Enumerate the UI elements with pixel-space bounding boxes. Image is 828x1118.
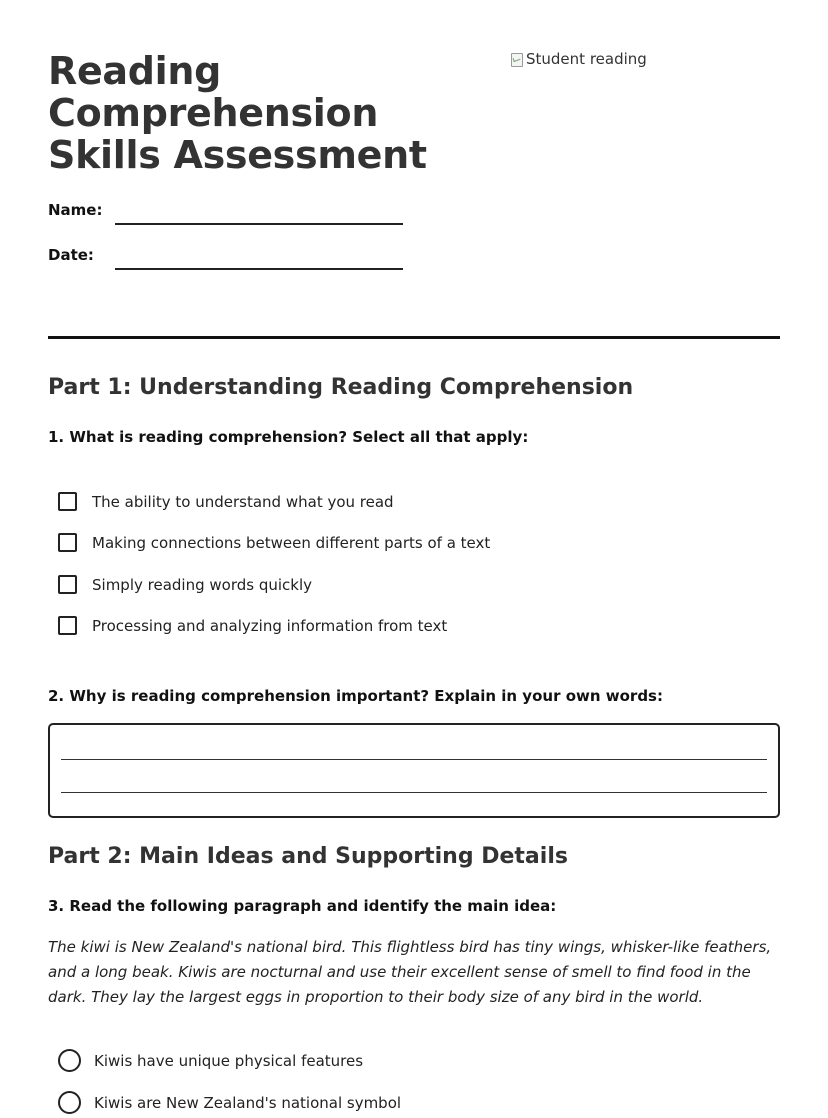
image-alt-text: Student reading (526, 50, 647, 68)
date-input-line[interactable] (115, 268, 403, 270)
date-field (48, 246, 403, 264)
q1-option[interactable] (58, 492, 394, 511)
answer-line (61, 759, 767, 760)
option-label: Processing and analyzing information from text (92, 616, 448, 635)
part2-heading: Part 2: Main Ideas and Supporting Details (48, 844, 568, 869)
q2-answer-box[interactable] (48, 723, 780, 818)
radio-button[interactable] (58, 1091, 81, 1114)
option-label: Kiwis are New Zealand's national symbol (94, 1093, 402, 1112)
name-field (48, 201, 403, 219)
option-label: Making connections between different parts of a text (92, 533, 491, 552)
reading-passage: The kiwi is New Zealand's national bird. This flightless bird has tiny wings, whisker-like feathers, and a long beak. Kiwis are nocturnal and use their excellent sense of smell to find food in the dark. They lay the largest eggs in proportion to their body size of any bird in the world. (48, 938, 772, 1006)
broken-image-icon (510, 51, 524, 67)
question-2: 2. Why is reading comprehension important? Explain in your own words: (48, 687, 663, 705)
page-title: Reading Comprehension Skills Assessment (48, 49, 427, 177)
section-divider (48, 336, 780, 339)
date-label: Date: (48, 246, 94, 264)
checkbox[interactable] (58, 533, 77, 552)
name-input-line[interactable] (115, 223, 403, 225)
answer-line (61, 792, 767, 793)
q3-option[interactable] (58, 1091, 401, 1114)
part1-heading: Part 1: Understanding Reading Comprehension (48, 375, 634, 400)
checkbox[interactable] (58, 492, 77, 511)
option-label: The ability to understand what you read (92, 492, 394, 511)
q1-option[interactable] (58, 616, 447, 635)
student-reading-image (510, 50, 647, 68)
question-1: 1. What is reading comprehension? Select all that apply: (48, 428, 529, 446)
q1-option[interactable] (58, 575, 312, 594)
checkbox[interactable] (58, 575, 77, 594)
question-3: 3. Read the following paragraph and identify the main idea: (48, 897, 557, 915)
q1-option[interactable] (58, 533, 490, 552)
q3-option[interactable] (58, 1049, 363, 1072)
radio-button[interactable] (58, 1049, 81, 1072)
name-label: Name: (48, 201, 103, 219)
option-label: Kiwis have unique physical features (94, 1051, 364, 1070)
checkbox[interactable] (58, 616, 77, 635)
option-label: Simply reading words quickly (92, 575, 313, 594)
